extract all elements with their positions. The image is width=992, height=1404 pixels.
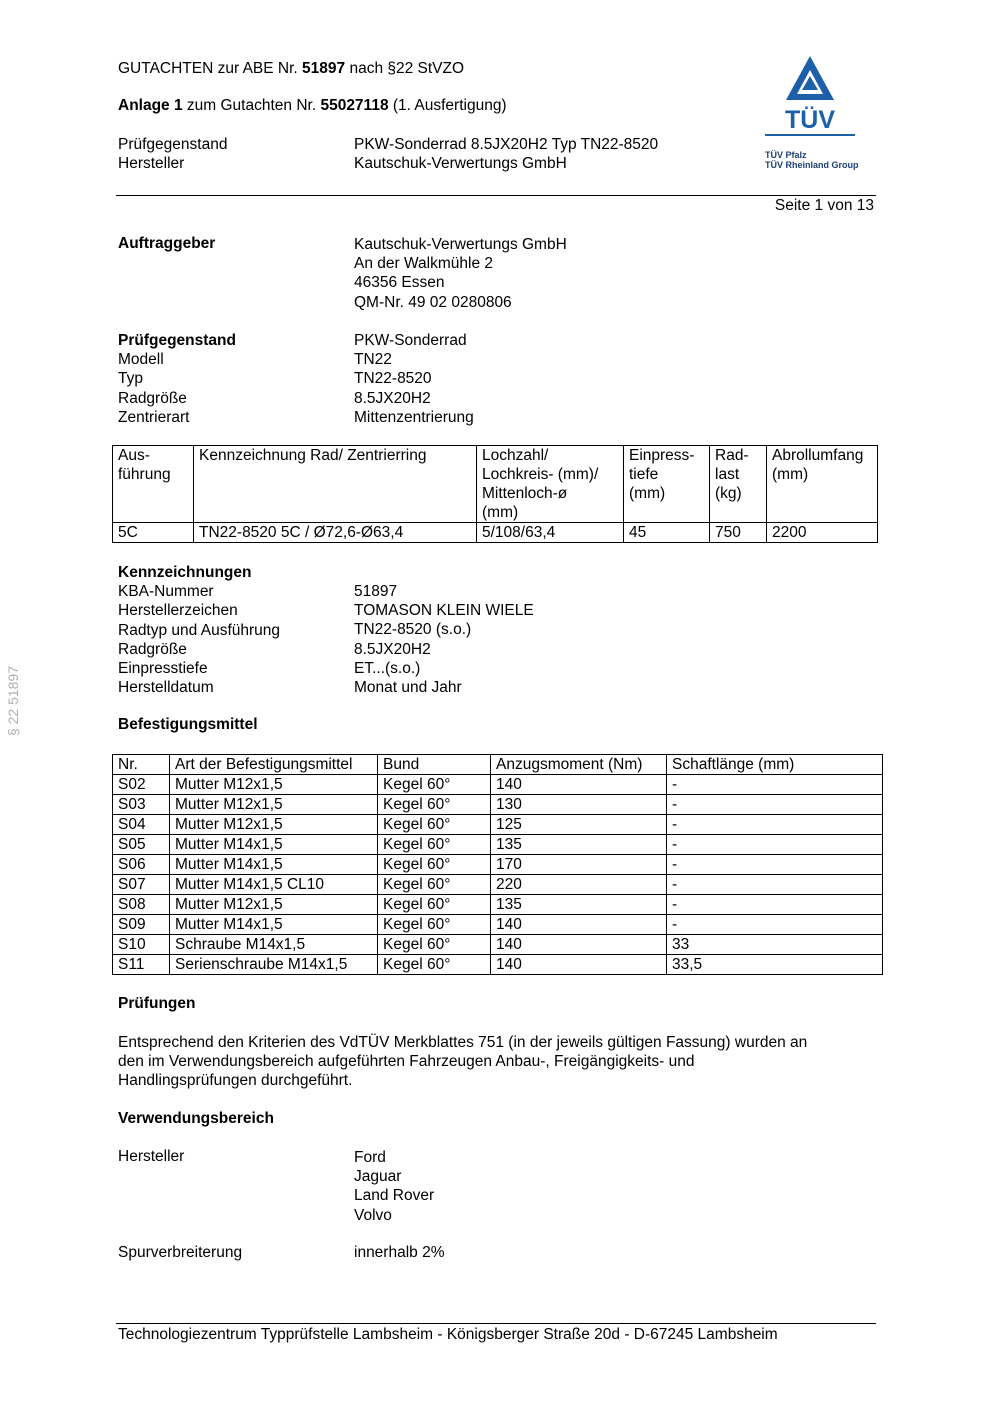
table-cell: - <box>667 915 883 935</box>
table-cell: S02 <box>113 775 170 795</box>
table-cell: Kegel 60° <box>378 895 491 915</box>
table-cell: Mutter M14x1,5 CL10 <box>170 875 378 895</box>
table-row <box>113 795 883 815</box>
table-cell: Kegel 60° <box>378 855 491 875</box>
table-cell: Schraube M14x1,5 <box>170 935 378 955</box>
table-cell: S03 <box>113 795 170 815</box>
table-cell: - <box>667 875 883 895</box>
table-cell: Kegel 60° <box>378 915 491 935</box>
table-cell: Mutter M12x1,5 <box>170 815 378 835</box>
pruefungen-title: Prüfungen <box>118 995 196 1012</box>
table-row <box>113 915 883 935</box>
rad-table <box>112 445 878 543</box>
table-cell: 33,5 <box>667 955 883 975</box>
table-cell: S11 <box>113 955 170 975</box>
header-hersteller-value: Kautschuk-Verwertungs GmbH <box>354 155 567 172</box>
tuv-logo-line2: TÜV Rheinland Group <box>765 160 859 170</box>
header-divider <box>116 195 876 196</box>
pruefgegenstand-labels: Prüfgegenstand Modell Typ Radgröße Zentrierart <box>118 332 236 426</box>
table-row <box>113 955 883 975</box>
abe-number: 51897 <box>302 60 346 77</box>
table-row <box>113 875 883 895</box>
table-cell: Serienschraube M14x1,5 <box>170 955 378 975</box>
table-cell: 140 <box>491 935 667 955</box>
table-cell: Kegel 60° <box>378 835 491 855</box>
table-cell: S10 <box>113 935 170 955</box>
table-cell: Kegel 60° <box>378 875 491 895</box>
pruefungen-text: Entsprechend den Kriterien des VdTÜV Merkblattes 751 (in der jeweils gültigen Fassung) wurden an den im Verwendungsbereich aufgeführten Fahrzeugen Anbau-, Freigängigkeits- und Handlingsprüfungen durchgeführt. <box>118 1034 808 1090</box>
auftraggeber-label: Auftraggeber <box>118 235 216 252</box>
table-cell: Mutter M12x1,5 <box>170 895 378 915</box>
table-cell: S04 <box>113 815 170 835</box>
table-row <box>113 895 883 915</box>
table-cell: Kegel 60° <box>378 795 491 815</box>
pruefgegenstand-values: PKW-Sonderrad TN22 TN22-8520 8.5JX20H2 Mittenzentrierung <box>354 332 474 426</box>
table-cell: Kegel 60° <box>378 955 491 975</box>
table-cell: Kegel 60° <box>378 815 491 835</box>
header-line-1: GUTACHTEN zur ABE Nr. 51897 nach §22 StVZO <box>118 60 465 77</box>
header-hersteller-label: Hersteller <box>118 155 185 172</box>
table-cell: 140 <box>491 915 667 935</box>
table-row <box>113 935 883 955</box>
table-cell: S05 <box>113 835 170 855</box>
table-cell: - <box>667 895 883 915</box>
table-cell: S09 <box>113 915 170 935</box>
table-row <box>113 815 883 835</box>
table-row <box>113 835 883 855</box>
tuv-triangle-icon <box>760 54 860 138</box>
table-cell: Mutter M14x1,5 <box>170 855 378 875</box>
footer-divider <box>116 1323 876 1324</box>
table-cell: - <box>667 835 883 855</box>
verwendung-hersteller-list: Ford Jaguar Land Rover Volvo <box>354 1149 435 1224</box>
table-row: 5C TN22-8520 5C / Ø72,6-Ø63,4 5/108/63,4 45 750 2200 <box>113 523 878 543</box>
befestigung-table <box>112 754 883 975</box>
header-pruef-label: Prüfgegenstand <box>118 136 228 153</box>
table-cell: 220 <box>491 875 667 895</box>
table-cell: 130 <box>491 795 667 815</box>
table-cell: - <box>667 775 883 795</box>
table-cell: Mutter M14x1,5 <box>170 915 378 935</box>
befestigung-title: Befestigungsmittel <box>118 716 258 733</box>
table-cell: 140 <box>491 955 667 975</box>
table-cell: S08 <box>113 895 170 915</box>
header-line-2: Anlage 1 zum Gutachten Nr. 55027118 (1. Ausfertigung) <box>118 97 507 114</box>
table-cell: 33 <box>667 935 883 955</box>
table-cell: S06 <box>113 855 170 875</box>
table-cell: Kegel 60° <box>378 935 491 955</box>
footer-text: Technologiezentrum Typprüfstelle Lambsheim - Königsberger Straße 20d - D-67245 Lambsheim <box>118 1326 778 1343</box>
befestigung-table-body <box>113 775 883 975</box>
kennzeichnungen-values: 51897 TOMASON KLEIN WIELE TN22-8520 (s.o.) 8.5JX20H2 ET...(s.o.) Monat und Jahr <box>354 583 534 696</box>
table-cell: S07 <box>113 875 170 895</box>
page-number: Seite 1 von 13 <box>774 197 874 214</box>
gutachten-number: 55027118 <box>320 97 389 114</box>
table-cell: - <box>667 795 883 815</box>
table-cell: 135 <box>491 895 667 915</box>
table-cell: 140 <box>491 775 667 795</box>
table-cell: Mutter M14x1,5 <box>170 835 378 855</box>
table-cell: 135 <box>491 835 667 855</box>
rad-table-header: Aus- führung Kennzeichnung Rad/ Zentrierring Lochzahl/ Lochkreis- (mm)/ Mittenloch-ø (mm) Einpress- tiefe (mm) Rad- last (kg) Abrollumfang (mm) <box>113 446 878 523</box>
table-cell: - <box>667 815 883 835</box>
spurverbreiterung-value: innerhalb 2% <box>354 1244 445 1261</box>
table-cell: Mutter M12x1,5 <box>170 775 378 795</box>
side-note: § 22 51897 <box>5 665 21 737</box>
tuv-logo <box>760 54 860 174</box>
verwendungsbereich-title: Verwendungsbereich <box>118 1110 274 1127</box>
table-cell: 170 <box>491 855 667 875</box>
tuv-logo-text: TÜV <box>785 106 835 134</box>
kennzeichnungen-title: Kennzeichnungen <box>118 564 252 581</box>
header-pruef-value: PKW-Sonderrad 8.5JX20H2 Typ TN22-8520 <box>354 136 659 153</box>
tuv-logo-line1: TÜV Pfalz <box>765 150 807 160</box>
table-row <box>113 775 883 795</box>
table-cell: - <box>667 855 883 875</box>
kennzeichnungen-labels: Kennzeichnungen KBA-Nummer Herstellerzeichen Radtyp und Ausführung Radgröße Einpresstiefe Herstelldatum <box>118 564 281 697</box>
table-cell: 125 <box>491 815 667 835</box>
spurverbreiterung-label: Spurverbreiterung <box>118 1244 243 1261</box>
table-cell: Kegel 60° <box>378 775 491 795</box>
auftraggeber-address: Kautschuk-Verwertungs GmbH An der Walkmühle 2 46356 Essen QM-Nr. 49 02 0280806 <box>354 236 567 311</box>
table-row <box>113 855 883 875</box>
verwendung-hersteller-label: Hersteller <box>118 1148 185 1165</box>
table-cell: Mutter M12x1,5 <box>170 795 378 815</box>
befestigung-table-header: Nr. Art der Befestigungsmittel Bund Anzugsmoment (Nm) Schaftlänge (mm) <box>113 755 883 775</box>
